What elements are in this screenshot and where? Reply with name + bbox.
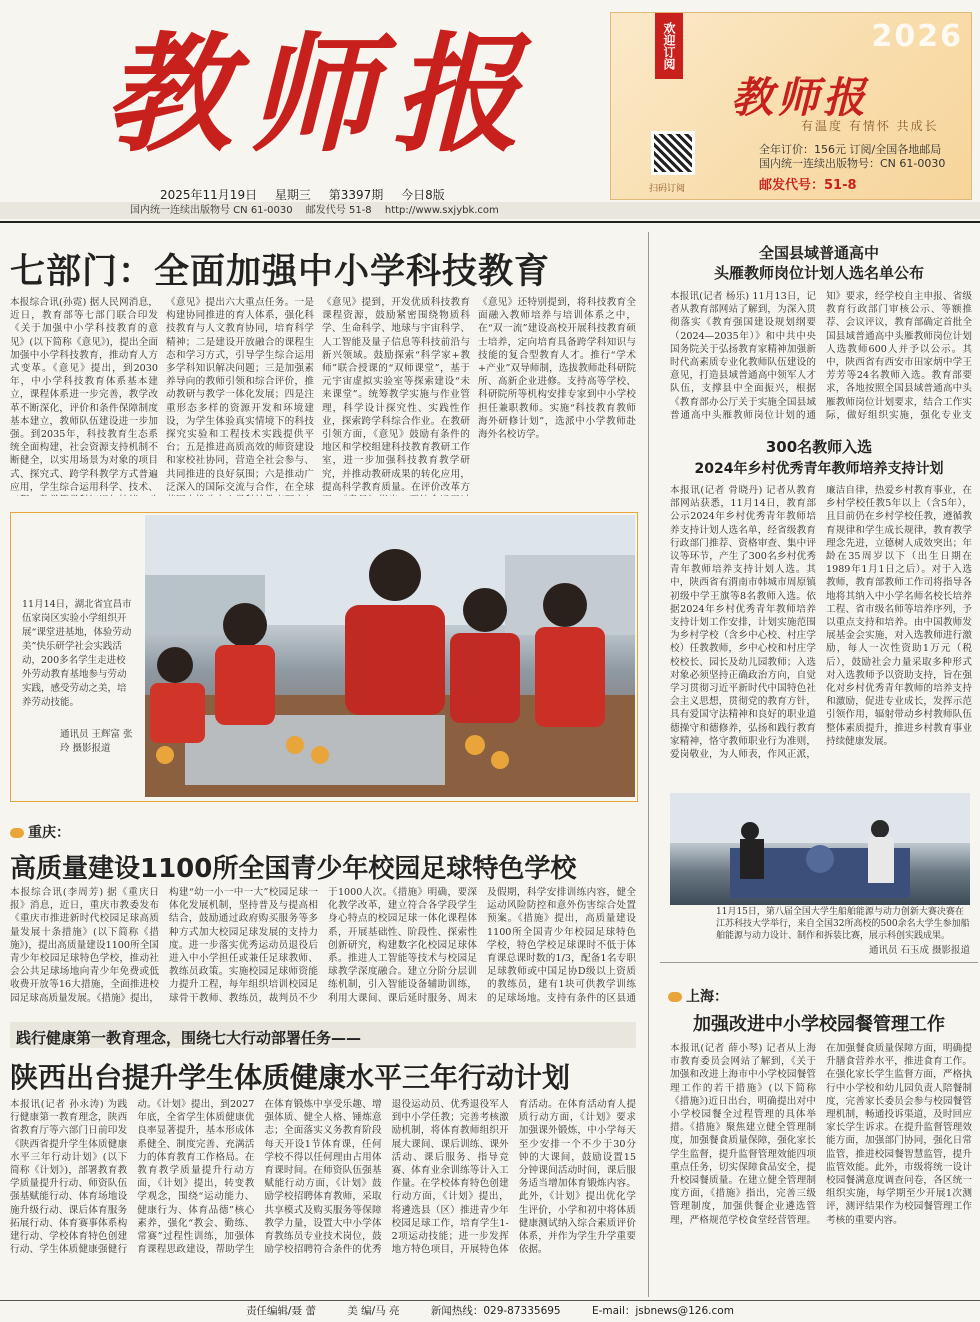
right2-body: 本报讯(记者 骨晓丹) 记者从教育部网站获悉，11月14日，教育部公示2024年乡村优秀青年教师培养支持计划人选名单，经省级教育行政部门推荐、资格审查、集中评议等环节，产生了300名乡村优秀青年教师培养支持计划人选。其中，陕西省有渭南市韩城市周原镇初级中学王旗等8名教师入选。依据2024年乡村优秀青年教师培养支持计划工作安排，计划实施范围为乡村学校（含乡中心校、村庄学校）任教教师，乡中心校和村庄学校校长、园长及幼儿园教师；入选对象必须坚持正确政治方向，自觉学习贯彻习近平新时代中国特色社会主义思想，贯彻党的教育方针，具有爱国守法精神和良好的职业道德操守和德修养，弘扬和践行教育家精神，恪守教师职业行为准则，爱岗敬业，为人师表，作风正派，廉洁自律，热爱乡村教育事业，在乡村学校任教5年以上（含5年），且目前仍在乡村学校任教，遵循教育规律和学生成长规律，教育教学理念先进，立德树人成效突出；年龄在35周岁以下（出生日期在1989年1月1日之后）。对于入选教师，教育部教师工作司将指导各地将其纳入中小学名师名校长培养工程、省市级名师等培养序列，予以重点支持和培养。由中国教师发展基金会实施，对入选教师进行激励，每人一次性资助1万元（税后），鼓励社会力量采取多种形式对入选教师予以资助支持，旨在强化对乡村优秀青年教师的培养支持和激励，促进专业成长，发挥示范引领作用，辐射带动乡村教师队伍整体素质提升，推进乡村教育事业持续健康发展。 (670, 485, 972, 761)
right2-title-line2: 2024年乡村优秀青年教师培养支持计划 (694, 461, 944, 477)
students-photo-illustration (145, 515, 635, 797)
cn-number: 国内统一连续出版物号 CN 61-0030 (130, 205, 293, 216)
lead-col-4: 《意见》还特别提到，将科技教育全面融入教师培养与培训体系之中，在“双一流”建设高校开展科技教育硕士培养，定向培育具备跨学科知识与技能的复合型教育人才。推行“学术+产业”双导师制，选拔教师赴科研院所、高新企业进修。支持高等学校、科研院所等机构安排专家到中小学校担任兼职教师。实施“科技教育教师海外研修计划”，选派中小学教师赴海外名校访学。 (478, 297, 636, 441)
ad-info (759, 143, 945, 171)
shaanxi-headline: 陕西出台提升学生体质健康水平三年行动计划 (10, 1061, 571, 1094)
divider (660, 962, 978, 963)
right1-title-line1: 全国县域普通高中 (758, 244, 879, 262)
footer-art-editor: 美 编/马 亮 (347, 1305, 400, 1317)
ad-cn: 国内统一连续出版物号：CN 61-0030 (759, 157, 946, 170)
qr-code-icon[interactable] (651, 131, 695, 175)
chongqing-headline: 高质量建设1100所全国青少年校园足球特色学校 (10, 854, 577, 884)
postal-code: 邮发代号 51-8 (305, 205, 372, 216)
ad-postal-code: 邮发代号：51-8 (759, 178, 857, 193)
issue-pages: 今日8版 (401, 188, 445, 202)
dateline (160, 186, 459, 203)
issue-weekday: 星期三 (274, 188, 311, 202)
footer-email[interactable]: E-mail：jsbnews@126.com (591, 1305, 734, 1317)
shanghai-headline: 加强改进中小学校园餐管理工作 (693, 1014, 945, 1035)
section-tag-shanghai: 上海： (668, 986, 728, 1006)
photo-credit: 通讯员 王辉富 张玲 摄影报道 (60, 729, 133, 754)
qr-caption: 扫码订阅 (649, 184, 686, 194)
issue-date: 2025年11月19日 (160, 188, 258, 202)
ad-price: 全年订价：156元 订阅/全国各地邮局 (759, 143, 942, 156)
column-divider (648, 232, 649, 1297)
section-tag-chongqing: 重庆： (10, 822, 70, 842)
right1-title-line2: 头雁教师岗位计划人选名单公布 (713, 264, 924, 282)
lead-headline: 七部门：全面加强中小学科技教育 (10, 252, 551, 292)
lead-col-1: 本报综合讯(孙霓) 据人民网消息，近日，教育部等七部门联合印发《关于加强中小学科技教育的意见》(以下简称《意见》)，提出全面加强中小学科技教育，推动育人方式变革。《意见》提出，到2030年，中小学科技教育体系基本建立，课程体系进一步完善，教学改革不断深化，评价和条件保障制度基本建立，教师队伍建设进一步加强。到2035年，科技教育生态系统全面构建，社会资源支持机制不断健全，以实用场景为对象的项目式、探究式、跨学科教学方式普遍应用，学生综合运用科学、技术、 (10, 297, 158, 493)
newspaper-logo: 教师报 (103, 20, 536, 170)
footer-phone: 新闻热线：029-87335695 (430, 1305, 561, 1317)
shaanxi-body: 本报讯(记者 孙永涛) 为践行健康第一教育理念，陕西省教育厅等六部门日前印发《陕西省提升学生体质健康水平三年行动计划》(以下简称《计划》)，部署教育教学质量提升行动、师资队伍强基赋能行动、体育场地设施升级行动、课后体育服务拓展行动、体育赛事体系构建行动、学校体育特色创建行动、学生体质健康强健行动。《计划》提出，到2027年底，全省学生体质健康优良率显著提升，基本形成体系健全、制度完善、充满活力的体育教育工作格局。在教育教学质量提升行动方面，《计划》提出，转变教学观念，围绕“运动能力、健康行为、体育品德”核心素养，强化“教会、勤练、常赛”过程性训练，加强体育课程思政建设，帮助学生在体育锻炼中享受乐趣、增强体质、健全人格、锤炼意志；全面落实义务教育阶段每天开设1节体育课，任何学校不得以任何理由占用体育课时间。在师资队伍强基赋能行动方面，《计划》鼓励学校招聘体育教师，采取共享模式及购买服务等保障教学力量，设置大中小学体育教练员专业技术岗位，鼓励学校招聘符合条件的优秀退役运动员、优秀退役军人到中小学任教；完善考核激励机制，将体育教师组织开展大课间、课后训练、课外活动、课后服务、指导竞赛、体育业余训练等计入工作量。在学校体育特色创建行动方面，《计划》提出，将遴选县（区）推进青少年校园足球工作，培育学生1-2项运动技能；进一步发挥地方特色项目，开展特色体育活动。在体育活动育人提质行动方面，《计划》要求加强课外锻炼，中小学每天至少安排一个不少于30分钟的大课间，鼓励设置15分钟课间活动时间，课后服务适当增加体育锻炼内容。此外，《计划》提出优化学生评价，小学和初中将体质健康测试纳入综合素质评价体系，并作为学生升学重要依据。 (10, 1099, 636, 1256)
competition-photo (670, 793, 970, 905)
subscription-ad (610, 12, 972, 200)
ad-badge: 欢迎订阅 (655, 13, 683, 79)
page-footer (0, 1300, 980, 1321)
ad-logo: 教师报 (731, 73, 870, 122)
ad-year: 2026 (871, 19, 963, 54)
chongqing-body: 本报综合讯(李周芳) 据《重庆日报》消息，近日，重庆市教委发布《重庆市推进新时代校园足球高质量发展十条措施》(以下简称《措施》)，提出高质量建设1100所全国青少年校园足球特色学校，推动社会公共足球场地向青少年免费或低收费开放等16大措施，全面推进校园足球高质量发展。《措施》提出，构建“幼一小一中一大”校园足球一体化发展机制，坚持普及与提高相结合，鼓励通过政府购买服务等多种方式加大校园足球发展的支持力度。进一步落实优秀运动员退役后进入中小学担任或兼任足球教师、教练员政策。实施校园足球师资能力提升工程，每年组织培训校园足球骨干教师、教练员，裁判员不少于1000人次。《措施》明确，要深化教学改革，建立符合各学段学生身心特点的校园足球一体化课程体系，开展基础性、阶段性、探索性创新研究，构建数字化校园足球体系。推进人工智能等技术与校园足球教学深度融合。建立分阶分层训练机制，引入智能设备辅助训练，利用大课间、课后延时服务、周末及假期，科学安排训练内容，健全运动风险防控和意外伤害综合处置预案。《措施》提出，高质量建设1100所全国青少年校园足球特色学校，特色学校足球课时不低于体育课总课时数的1/3，配备1名专职足球教师或中国足协D级以上资质的教练员，建有1块可供教学训练的足球场地。支持有条件的区县通 (10, 887, 636, 1004)
shaanxi-kicker: 践行健康第一教育理念，围绕七大行动部署任务—— (16, 1029, 362, 1047)
publication-info-bar (0, 202, 980, 219)
right1-body: 本报讯(记者 杨乐) 11月13日，记者从教育部网站了解到，为深入贯彻落实《教育强国建设规划纲要（2024—2035年）》和中共中央 国务院关于弘扬教育家精神加强新时代高素质专业化教师队伍建设的意见，打造县域普通高中领军人才队伍，支撑县中全面振兴，根据《教育部办公厅关于实施全国县域普通高中头雁教师岗位计划的通知》要求，经学校自主申报、省级教育行政部门审核公示、等额推荐、会议评议，教育部确定首批全国县域普通高中头雁教师岗位计划人选教师600人并予以公示。其中，陕西省有西安市田家炳中学王芳芳等24名教师入选。教育部要求，各地按照全国县域普通高中头雁教师岗位计划要求，结合工作实际，做好组织实施，强化专业支 (670, 291, 972, 421)
photo-caption: 11月14日，湖北省宜昌市伍家岗区实验小学组织开展“课堂进基地，体验劳动美”快乐研学社会实践活动，200多名学生走进校外劳动教育基地参与劳动实践，感受劳动之美，培养劳动技能。 (22, 599, 132, 708)
ad-slogan: 有温度 有情怀 共成长 (801, 119, 939, 133)
divider (0, 221, 980, 223)
issue-number: 第3397期 (328, 188, 384, 202)
competition-photo-illustration (670, 793, 970, 905)
masthead (0, 0, 980, 216)
shanghai-body: 本报讯(记者 薛小琴) 记者从上海市教育委员会网站了解到，《关于加强和改进上海市中小学校园餐管理工作的若干措施》(以下简称《措施》)近日出台，明确提出对中小学校园餐全过程管理的具体举措。《措施》聚焦建立健全管理制度，加强餐食质量保障，强化家长学生监督，提升监督管理效能四项重点任务，切实保障食品安全，提升校园餐质量。在建立健全管理制度方面，《措施》指出，完善三级管理制度，加强供餐企业遴选管理，严格规范学校食堂经营管理。在加强餐食质量保障方面，明确提升膳食营养水平，推进食育工作。在强化家长学生监督方面，严格执行中小学校和幼儿园负责人陪餐制度，完善家长委员会参与校园餐管理机制，畅通投诉渠道，及时回应家长学生诉求。在提升监督管理效能方面，加强部门协同，强化日常监管，推进校园餐智慧监管，提升监管效能。此外，市级将统一设计校园餐满意度调查问卷，各区统一组织实施，每学期至少开展1次测评，测评结果作为校园餐管理工作考核的重要内容。 (670, 1043, 972, 1226)
website-link[interactable]: http://www.sxjybk.com (384, 205, 499, 216)
lead-col-3: 《意见》提到，开发优质科技教育课程资源，鼓励紧密围绕物质科学、生命科学、地球与宇宙科学、人工智能及量子信息等科技前沿与新兴领域。鼓励探索“科学家+教师”联合授课的“双师课堂”，基于元宇宙虚拟实验室等探索建设“未来课堂”。统筹教学实施与作业管理，科学设计探究性、实践性作业，探索跨学科综合作业。在教研引领方面，《意见》鼓励有条件的地区和学校组建科技教育教研工作室，进一步加强科技教育教学研究，并推动教研成果的转化应用，提高科学教育质量。在评价改革方 (322, 297, 470, 493)
right2-title-line1: 300名教师入选 (765, 438, 873, 456)
right-photo-credit: 通讯员 石玉成 摄影报道 (868, 945, 970, 956)
footer-editor: 责任编辑/聂 蕾 (246, 1305, 316, 1317)
lead-col-2: 《意见》提出六大重点任务。一是构建协同推进的育人体系，强化科技教育与人文教育协同，培育科学精神；二是建设开放融合的课程生态和学习方式，引导学生综合运用多学科知识解决问题；三是加强素养导向的教师引领和综合评价，推动教研与教学一体化发展；四是注重形态多样的资源开发和环境建设，为学生体验真实情境下的科技探究实验和工程技术实践提供平台；五是推进高质高效的师资建设和家校社协同，营造全社会参与、共同推进的良好氛围；六是推动广泛深入的国际交流与合作，在全球 (166, 297, 314, 493)
students-photo (145, 515, 635, 797)
right-photo-caption: 11月15日，第八届全国大学生船舶能源与动力创新大赛决赛在江苏科技大学举行，来自全国32所高校的500余名大学生参加船舶能源与动力设计、制作和拆装比赛，展示科创实践成果。 (716, 907, 970, 941)
